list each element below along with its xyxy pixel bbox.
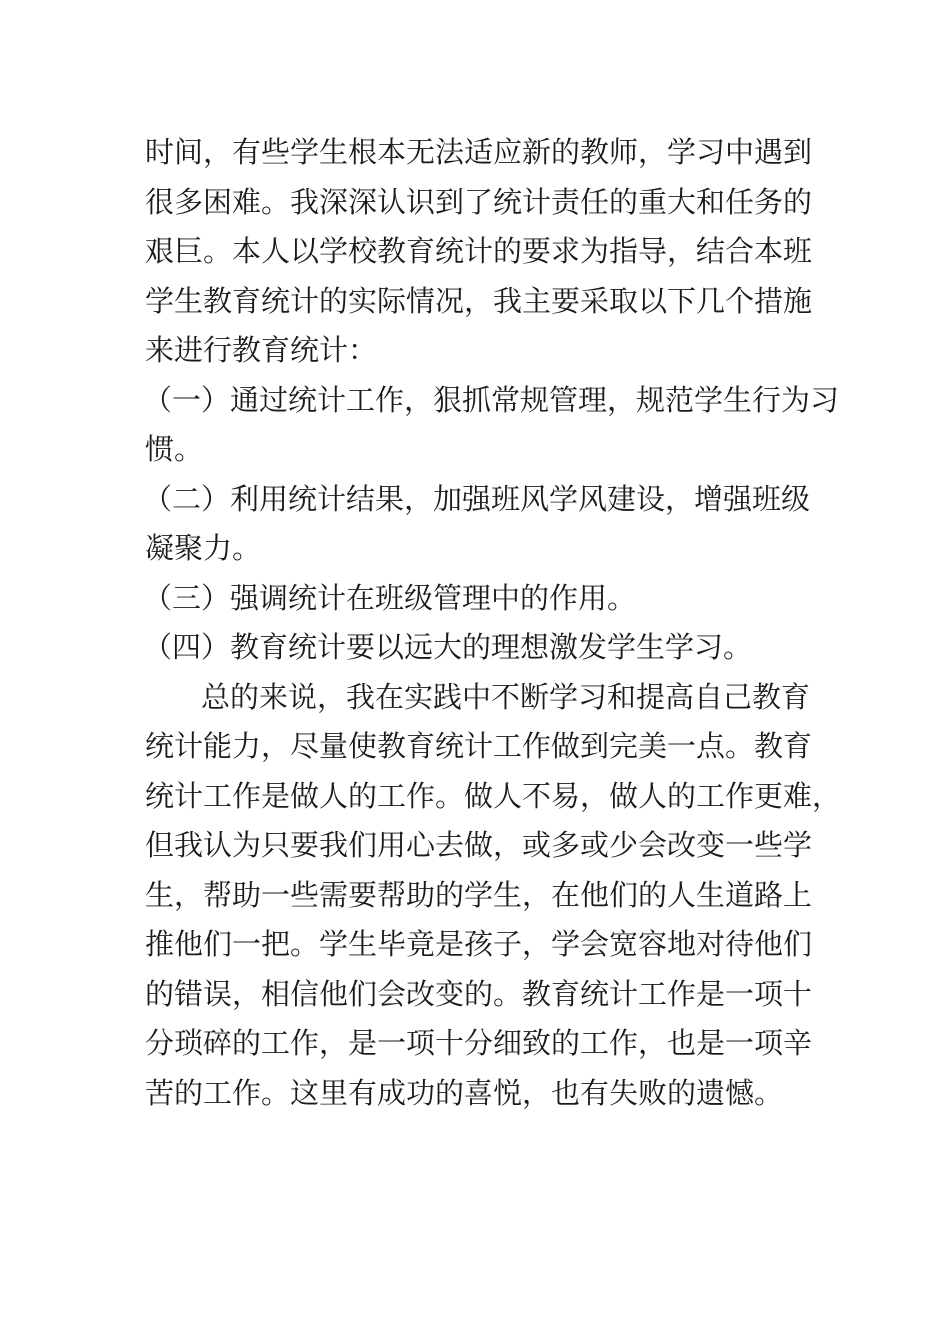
paragraph-summary <box>145 673 842 1119</box>
text-line: 统计工作是做人的工作。做人不易，做人的工作更难， <box>145 778 842 813</box>
paragraph-intro <box>145 128 815 376</box>
text-line: 时间，有些学生根本无法适应新的教师，学习中遇到 <box>145 135 813 169</box>
measure-item-1 <box>143 376 840 475</box>
text-line: 学生教育统计的实际情况，我主要采取以下几个措施 <box>145 283 813 318</box>
text-line: 分琐碎的工作，是一项十分细致的工作，也是一项辛 <box>145 1026 813 1060</box>
text-line: （三）强调统计在班级管理中的作用。 <box>143 580 637 615</box>
text-line: 凝聚力。 <box>145 531 262 565</box>
text-line: 总的来说，我在实践中不断学习和提高自己教育 <box>201 679 811 714</box>
measure-item-4 <box>145 623 815 673</box>
text-line: （四）教育统计要以远大的理想激发学生学习。 <box>143 630 753 664</box>
text-line: 艰巨。本人以学校教育统计的要求为指导，结合本班 <box>145 234 813 268</box>
text-line: 推他们一把。学生毕竟是孩子，学会宽容地对待他们 <box>145 927 813 961</box>
document-body <box>143 128 842 1118</box>
text-line: （二）利用统计结果，加强班风学风建设，增强班级 <box>143 481 811 516</box>
text-line: 苦的工作。这里有成功的喜悦，也有失败的遗憾。 <box>145 1075 784 1110</box>
text-line: 很多困难。我深深认识到了统计责任的重大和任务的 <box>145 184 813 219</box>
text-line: （一）通过统计工作，狠抓常规管理，规范学生行为习 <box>143 382 840 417</box>
text-line: 的错误，相信他们会改变的。教育统计工作是一项十 <box>145 976 813 1011</box>
measure-item-2 <box>145 475 815 574</box>
text-line: 来进行教育统计： <box>145 333 378 367</box>
text-line: 惯。 <box>145 432 204 466</box>
measures-list <box>143 376 840 673</box>
text-line: 生，帮助一些需要帮助的学生，在他们的人生道路上 <box>145 877 813 912</box>
text-line: 统计能力，尽量使教育统计工作做到完美一点。教育 <box>145 729 813 763</box>
measure-item-3 <box>145 574 815 624</box>
text-line: 但我认为只要我们用心去做，或多或少会改变一些学 <box>145 828 813 862</box>
